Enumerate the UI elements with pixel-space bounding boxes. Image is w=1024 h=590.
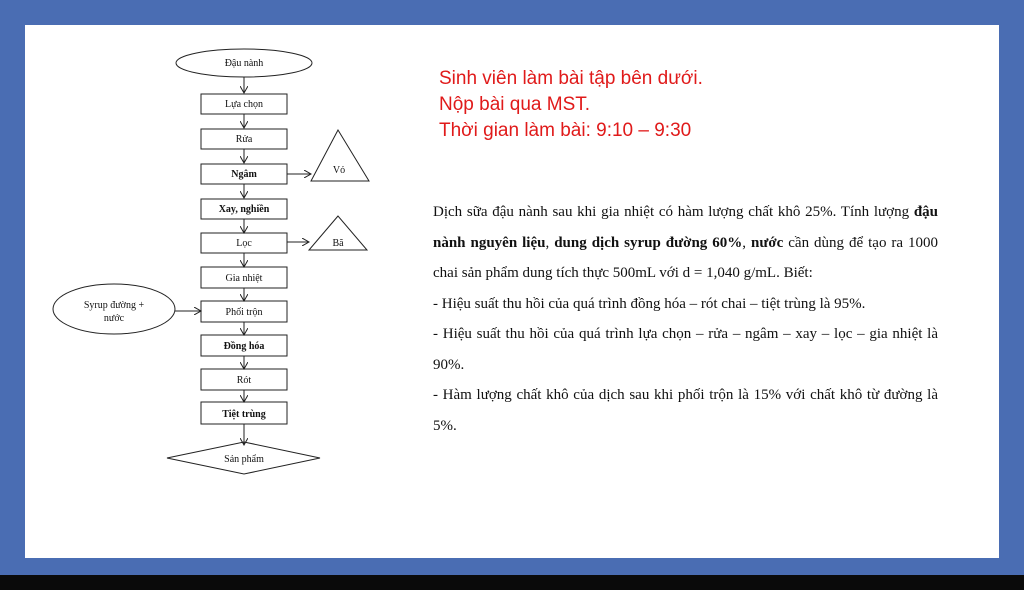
- assignment-notice: [439, 66, 703, 144]
- input-label-line1: Syrup đường +: [83, 300, 145, 311]
- notice-line: Sinh viên làm bài tập bên dưới.: [439, 68, 703, 89]
- input-label-line2: nước: [103, 313, 125, 324]
- flow-step-label: Tiệt trùng: [222, 409, 266, 420]
- problem-bullet: - Hiệu suất thu hồi của quá trình đồng hóa – rót chai – tiệt trùng là 95%.: [433, 295, 866, 312]
- flow-step-label: Lựa chọn: [225, 99, 263, 110]
- notice-line: Thời gian làm bài: 9:10 – 9:30: [439, 120, 692, 141]
- flow-step-label: Lọc: [236, 238, 252, 249]
- flow-end-label: Sản phẩm: [224, 454, 264, 465]
- taskbar-strip: [0, 575, 1024, 590]
- flow-step-label: Gia nhiệt: [225, 273, 263, 284]
- notice-line: Nộp bài qua MST.: [439, 94, 591, 115]
- problem-bold-text: đậu nành nguyên liệu: [433, 204, 938, 251]
- flow-step-label: Rót: [236, 375, 252, 386]
- problem-bullet: - Hiệu suất thu hồi của quá trình lựa chọn – rửa – ngâm – xay – lọc – gia nhiệt là 90%.: [433, 326, 938, 373]
- problem-text: ,: [742, 234, 751, 251]
- waste-label-ba: Bã: [332, 238, 344, 249]
- problem-bold-text: dung dịch syrup đường 60%: [554, 234, 743, 251]
- problem-bold-text: nước: [750, 234, 784, 251]
- waste-label-vo: Vỏ: [332, 165, 346, 176]
- flow-step-label: Phối trộn: [225, 307, 263, 318]
- problem-text: Dịch sữa đậu nành sau khi gia nhiệt có hàm lượng chất khô 25%. Tính lượng: [433, 204, 914, 220]
- flow-step-label: Đồng hóa: [223, 341, 265, 352]
- problem-text: ,: [545, 234, 555, 251]
- flow-step-label: Xay, nghiền: [218, 204, 270, 215]
- flow-step-label: Ngâm: [231, 169, 257, 180]
- problem-paragraph: [433, 197, 938, 289]
- flow-step-label: Rửa: [235, 134, 253, 145]
- slide: [25, 25, 999, 558]
- flow-start-label: Đậu nành: [224, 58, 264, 69]
- problem-statement: [433, 197, 938, 441]
- problem-text: cần dùng để tạo ra 1000 chai sản phẩm dung tích thực 500mL với d = 1,040 g/mL. Biết:: [433, 234, 939, 281]
- problem-bullet: - Hàm lượng chất khô của dịch sau khi phối trộn là 15% với chất khô từ đường là 5%.: [433, 387, 938, 434]
